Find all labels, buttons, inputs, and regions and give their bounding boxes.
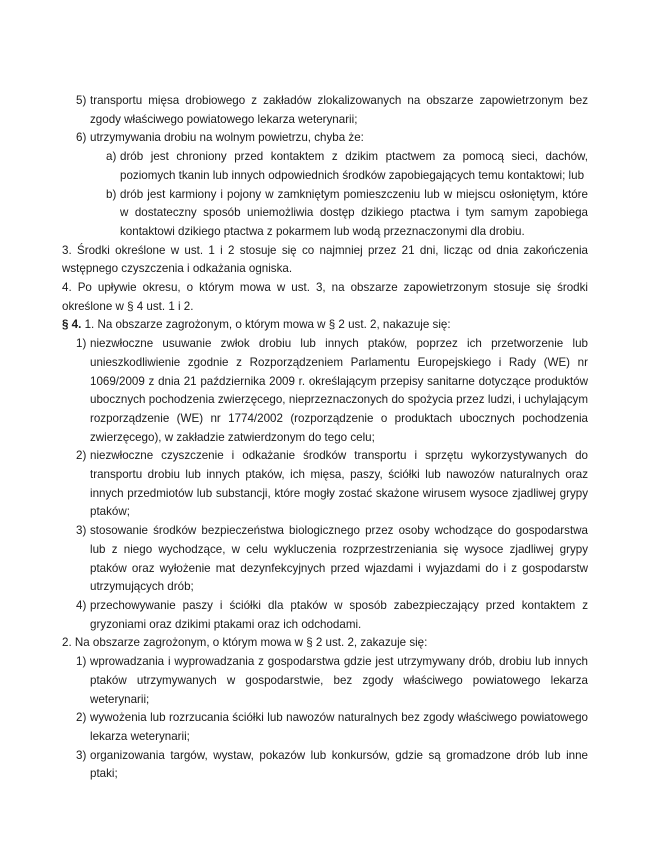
item-number: 2) [76, 449, 87, 463]
section-heading-paragraph [62, 316, 588, 335]
paragraph: 4. Po upływie okresu, o którym mowa w ust. 3, na obszarze zapowietrzonym stosuje się środki określone w § 4 ust. 1 i 2. [62, 281, 588, 313]
document-page [62, 92, 588, 784]
sub-list-item [62, 148, 588, 185]
item-number: 1) [76, 337, 87, 351]
item-text: utrzymywania drobiu na wolnym powietrzu, chyba że: [90, 131, 364, 145]
item-number: 1) [76, 655, 87, 669]
list-item [62, 653, 588, 709]
list-item [62, 129, 588, 148]
item-number: 6) [76, 131, 87, 145]
item-text: drób jest karmiony i pojony w zamkniętym pomieszczeniu lub w miejscu osłoniętym, które w dostateczny sposób uniemożliwia dostęp dzikiego ptactwa i tym samym zapobiega kontaktowi dzikiego ptactwa z pokarmem lub wodą przeznaczonymi dla drobiu. [120, 187, 588, 238]
paragraph: 2. Na obszarze zagrożonym, o którym mowa w § 2 ust. 2, zakazuje się: [62, 636, 428, 650]
section-text: 1. Na obszarze zagrożonym, o którym mowa w § 2 ust. 2, nakazuje się: [81, 318, 451, 332]
item-text: przechowywanie paszy i ściółki dla ptaków w sposób zabezpieczający przed kontaktem z gryzoniami oraz dzikimi ptakami oraz ich odchodami. [90, 598, 588, 631]
section-symbol: § 4. [62, 318, 82, 332]
list-item [62, 709, 588, 746]
list-item [62, 522, 588, 597]
item-text: niezwłoczne czyszczenie i odkażanie środków transportu i sprzętu wykorzystywanych do transportu drobiu lub innych ptaków, ich mięsa, paszy, ściółki lub nawozów naturalnych oraz innych przedmiotów lub substancji, które mogły zostać skażone wirusem wysoce zjadliwej grypy ptaków; [90, 449, 588, 519]
list-item [62, 335, 588, 447]
list-item [62, 597, 588, 634]
list-item [62, 747, 588, 784]
item-number: 3) [76, 524, 87, 538]
item-text: wywożenia lub rozrzucania ściółki lub nawozów naturalnych bez zgody właściwego powiatowego lekarza weterynarii; [90, 711, 588, 743]
list-item [62, 447, 588, 522]
item-letter: a) [106, 150, 117, 164]
list-item [62, 92, 588, 129]
item-number: 2) [76, 711, 87, 725]
paragraph: 3. Środki określone w ust. 1 i 2 stosuje się co najmniej przez 21 dni, licząc od dnia zakończenia wstępnego czyszczenia i odkażania ogniska. [62, 243, 588, 276]
item-text: wprowadzania i wyprowadzania z gospodarstwa gdzie jest utrzymywany drób, drobiu lub innych ptaków utrzymywanych w gospodarstwie, bez zgody właściwego powiatowego lekarza weterynarii; [90, 655, 588, 706]
item-letter: b) [106, 187, 117, 201]
item-text: drób jest chroniony przed kontaktem z dzikim ptactwem za pomocą sieci, dachów, poziomych tkanin lub innych odpowiednich środków zapobiegających temu kontaktowi; lub [120, 150, 588, 182]
item-text: stosowanie środków bezpieczeństwa biologicznego przez osoby wchodzące do gospodarstwa lub z niego wychodzące, w celu wykluczenia rozprzestrzeniania się wysoce zjadliwej grypy ptaków oraz wyłożenie mat dezynfekcyjnych przed wjazdami i wyjazdami do i z gospodarstw utrzymujących drób; [90, 524, 588, 594]
item-number: 4) [76, 598, 87, 612]
item-text: transportu mięsa drobiowego z zakładów zlokalizowanych na obszarze zapowietrzonym bez zgody właściwego powiatowego lekarza weterynarii; [90, 94, 588, 126]
item-number: 5) [76, 94, 87, 107]
item-text: organizowania targów, wystaw, pokazów lub konkursów, gdzie są gromadzone drób lub inne ptaki; [90, 748, 588, 781]
item-text: niezwłoczne usuwanie zwłok drobiu lub innych ptaków, poprzez ich przetworzenie lub unieszkodliwienie zgodnie z Rozporządzeniem Parlamentu Europejskiego i Rady (WE) nr 1069/2009 z dnia 21 października 2009 r. określającym przepisy sanitarne dotyczące produktów ubocznych pochodzenia zwierzęcego, nieprzeznaczonych do spożycia przez ludzi, i uchylającym rozporządzenie (WE) nr 1774/2002 (rozporządzenie o produktach ubocznych pochodzenia zwierzęcego), w zakładzie zatwierdzonym do tego celu; [90, 337, 588, 444]
sub-list-item [62, 186, 588, 242]
item-number: 3) [76, 748, 87, 762]
